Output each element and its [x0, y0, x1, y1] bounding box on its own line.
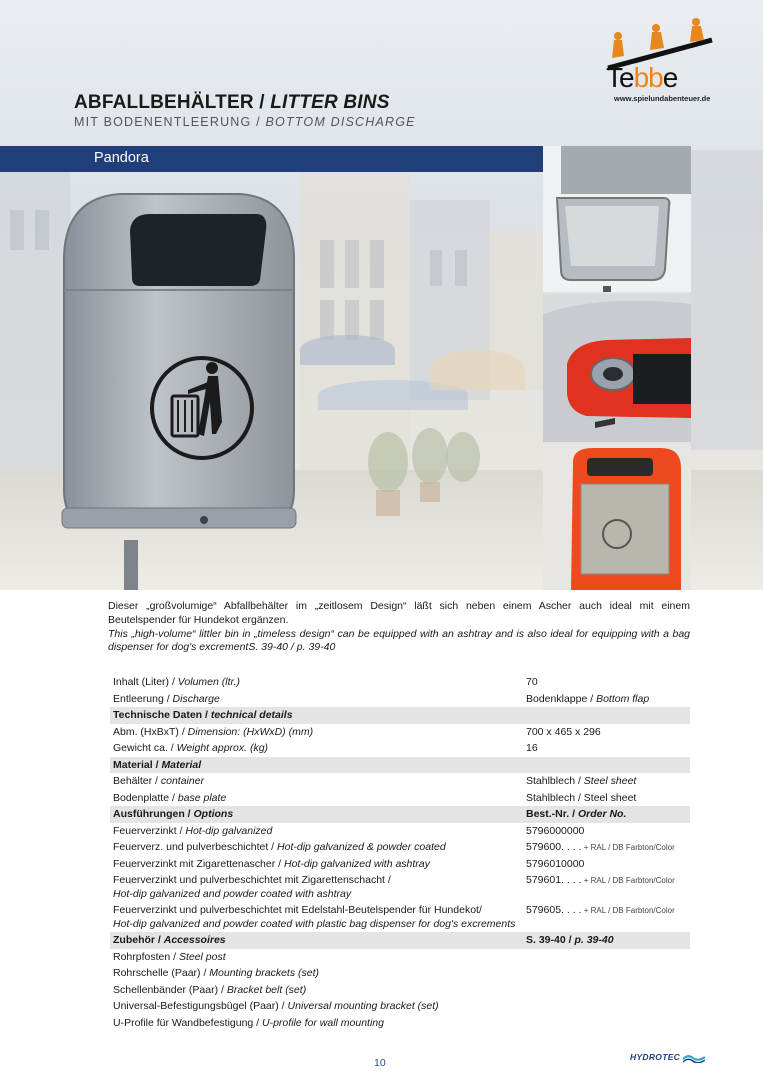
section-header-options	[110, 806, 690, 823]
title-de: ABFALLBEHÄLTER	[74, 92, 254, 113]
table-row	[110, 674, 690, 691]
logo-text-c: e	[662, 62, 678, 93]
table-row	[110, 856, 690, 873]
table-row	[110, 773, 690, 790]
spec-label: Behälter /	[113, 775, 161, 787]
option-label: Feuerverzinkt und pulverbeschichtet mit Zigarettenschacht /	[113, 874, 391, 886]
photo-bag-dispenser	[543, 444, 691, 590]
spec-value: Stahlblech /	[526, 775, 584, 787]
accessory-label-en: Bracket belt (set)	[226, 983, 307, 996]
accessory-label: Schellenbänder (Paar) /	[113, 983, 227, 996]
section-label: Zubehör /	[113, 934, 164, 946]
table-row	[110, 823, 690, 840]
description-de: Dieser „großvolumige“ Abfallbehälter im „zeitlosem Design“ läßt sich neben einem Ascher auch ideal mit einem Beutelspender für Hundekot ergänzen.	[108, 600, 690, 626]
spec-label-en: Weight approx. (kg)	[176, 742, 269, 754]
bottom-flap-photo	[543, 146, 691, 292]
product-name-bar	[0, 146, 543, 172]
spec-value: Stahlblech / Steel sheet	[526, 791, 637, 804]
spec-label: Inhalt (Liter) /	[113, 676, 178, 688]
spec-value: 16	[526, 742, 538, 754]
order-code: 5796010000	[526, 857, 585, 870]
spec-label: Gewicht ca. /	[113, 742, 177, 754]
spec-label-en: base plate	[177, 791, 227, 804]
order-code: 579600. . . .	[526, 841, 582, 853]
option-label-en: Hot-dip galvanized with ashtray	[283, 857, 430, 870]
spec-value-en: Steel sheet	[583, 775, 637, 787]
table-row	[110, 1015, 690, 1032]
table-row	[110, 839, 690, 856]
ashtray-photo	[543, 294, 691, 442]
accessory-label-en: Universal mounting bracket (set)	[287, 1000, 439, 1012]
bag-dispenser-photo	[543, 444, 691, 590]
page-title	[74, 92, 390, 114]
subtitle-de: MIT BODENENTLEERUNG	[74, 115, 252, 129]
logo-text-a: Te	[606, 62, 634, 93]
spec-label: Entleerung /	[113, 692, 173, 705]
section-header-accessories	[110, 932, 690, 949]
color-suffix: + RAL / DB Farbton/Color	[581, 843, 675, 852]
option-label-en: Hot-dip galvanized & powder coated	[277, 841, 446, 853]
bin-post	[124, 540, 138, 590]
section-label-en: Material	[161, 758, 202, 771]
product-description	[108, 600, 690, 655]
hydrotec-logo	[630, 1052, 705, 1063]
color-suffix: + RAL / DB Farbton/Color	[581, 906, 675, 915]
accessory-label: U-Profile für Wandbefestigung /	[113, 1016, 263, 1029]
page-ref-en: p. 39-40	[574, 934, 614, 946]
accessory-label-en: Steel post	[178, 950, 226, 963]
spec-value: 70	[526, 676, 538, 688]
subtitle-en: BOTTOM DISCHARGE	[265, 115, 416, 129]
accessory-label-en: U-profile for wall mounting	[262, 1016, 384, 1029]
spec-table	[110, 674, 690, 1031]
spec-label-en: Dimension: (HxWxD) (mm)	[187, 725, 314, 738]
order-no-label: Best.-Nr. /	[526, 808, 578, 820]
accessory-label-en: Mounting brackets (set)	[209, 967, 320, 979]
option-label-en: Hot-dip galvanized and powder coated with plastic bag dispenser for dog's excrements	[113, 917, 516, 930]
spec-label-en: Volumen (ltr.)	[177, 676, 241, 688]
description-en: This „high-volume“ littler bin in „timeless design“ can be equipped with an ashtray and is also ideal for equipping with a bag dispenser for dog's excrementS. 39-40 / p. 39-40	[108, 627, 690, 654]
order-code: 5796000000	[526, 824, 585, 837]
color-suffix: + RAL / DB Farbton/Color	[581, 876, 675, 885]
hydrotec-text: HYDROTEC	[630, 1052, 681, 1062]
page-ref: S. 39-40 /	[526, 934, 575, 946]
spec-label: Abm. (HxBxT) /	[113, 725, 188, 738]
table-row	[110, 965, 690, 982]
table-row	[110, 740, 690, 757]
section-header-material	[110, 757, 690, 774]
logo-text-b: bb	[633, 62, 663, 93]
order-code: 579605. . . .	[526, 904, 582, 916]
option-label: Feuerverz. und pulverbeschichtet /	[113, 841, 278, 853]
order-code: 579601. . . .	[526, 874, 582, 886]
section-label: Technische Daten /	[113, 709, 211, 721]
option-label: Feuerverzinkt mit Zigarettenascher /	[113, 857, 284, 870]
accessory-label: Rohrpfosten /	[113, 950, 179, 963]
logo-url: www.spielundabenteuer.de	[614, 94, 711, 103]
section-label-en: Accessoires	[163, 934, 226, 946]
table-row	[110, 790, 690, 807]
option-label: Feuerverzinkt und pulverbeschichtet mit Edelstahl-Beutelspender für Hundekot/	[113, 904, 482, 916]
table-row	[110, 724, 690, 741]
table-row	[110, 691, 690, 708]
page-subtitle	[74, 115, 416, 129]
spec-label-en: container	[160, 775, 205, 787]
table-row	[110, 872, 690, 902]
title-sep: /	[253, 92, 271, 113]
spec-label-en: Discharge	[172, 692, 220, 705]
page-number: 10	[374, 1057, 386, 1069]
section-label: Ausführungen /	[113, 808, 194, 820]
section-label-en: Options	[193, 808, 234, 820]
option-label-en: Hot-dip galvanized and powder coated with ashtray	[113, 887, 352, 900]
spec-value-en: Bottom flap	[596, 692, 650, 705]
section-label-en: technical details	[210, 709, 293, 721]
table-row	[110, 902, 690, 932]
spec-label: Bodenplatte /	[113, 791, 178, 804]
spec-value: 700 x 465 x 296	[526, 725, 601, 738]
photo-ashtray	[543, 294, 691, 442]
photo-bottom-flap	[543, 146, 691, 292]
option-label-en: Hot-dip galvanized	[185, 824, 273, 837]
option-label: Feuerverzinkt /	[113, 824, 186, 837]
table-row	[110, 998, 690, 1015]
product-name: Pandora	[94, 150, 149, 166]
wave-icon	[683, 1053, 705, 1063]
accessory-label: Universal-Befestigungsbügel (Paar) /	[113, 1000, 288, 1012]
table-row	[110, 949, 690, 966]
subtitle-sep: /	[251, 115, 266, 129]
spec-value: Bodenklappe /	[526, 692, 597, 705]
section-header-tech	[110, 707, 690, 724]
table-row	[110, 982, 690, 999]
litter-bin-illustration	[60, 190, 298, 546]
order-no-label-en: Order No.	[577, 808, 627, 820]
accessory-label: Rohrschelle (Paar) /	[113, 967, 210, 979]
logo-text	[606, 62, 677, 94]
section-label: Material /	[113, 758, 162, 771]
tebbe-logo	[604, 18, 716, 110]
title-en: LITTER BINS	[270, 92, 390, 113]
